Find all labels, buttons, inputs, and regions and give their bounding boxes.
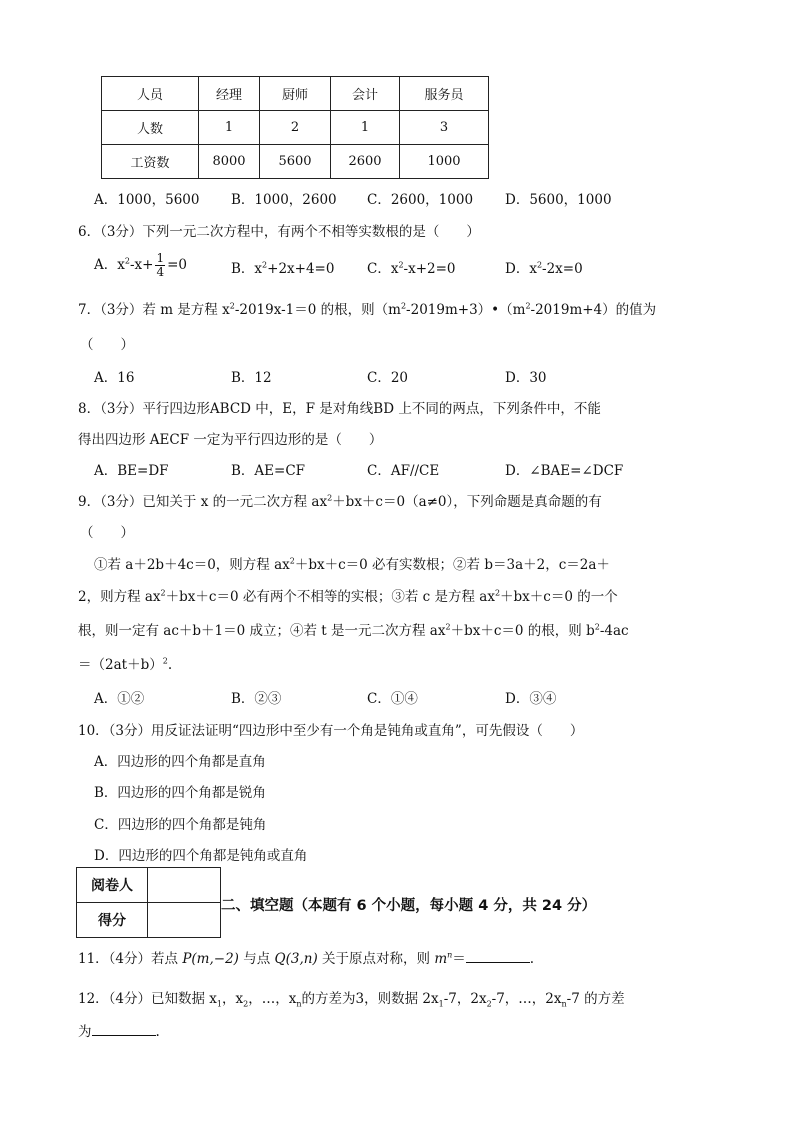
table-cell: 工资数 bbox=[102, 145, 199, 179]
text: 关于原点对称，则 bbox=[317, 951, 435, 967]
text: . bbox=[167, 657, 173, 673]
text: 2 bbox=[536, 260, 543, 270]
text: -2019x-1＝0 的根，则（m bbox=[234, 302, 401, 318]
text: -7，…，2x bbox=[491, 991, 562, 1007]
table-cell: 厨师 bbox=[260, 77, 331, 111]
table-row bbox=[77, 868, 221, 903]
q7-answer-paren: （ ） bbox=[80, 337, 134, 353]
text: -x+ bbox=[129, 257, 154, 273]
text: 2 bbox=[229, 301, 235, 311]
q11-stem bbox=[78, 947, 534, 967]
q7-option-c: C．20 bbox=[367, 370, 409, 386]
q6-stem: 6．（3分）下列一元二次方程中，有两个不相等实数根的是（ ） bbox=[78, 224, 480, 240]
q10-option-a: A．四边形的四个角都是直角 bbox=[94, 754, 266, 770]
text: n bbox=[447, 950, 453, 960]
text: 12．（4分）已知数据 x bbox=[78, 991, 217, 1007]
text: . bbox=[529, 951, 535, 967]
q7-stem bbox=[78, 298, 656, 318]
text: 1 bbox=[216, 999, 223, 1009]
table-row bbox=[102, 145, 489, 179]
answer-blank[interactable] bbox=[92, 1023, 156, 1036]
score-box bbox=[76, 867, 221, 938]
q8-option-a: A．BE=DF bbox=[94, 463, 169, 479]
text: -2019m+4）的值为 bbox=[530, 302, 657, 318]
table-cell: 1 bbox=[331, 111, 400, 145]
text: 7．（3分）若 m 是方程 x bbox=[78, 302, 230, 318]
q8-stem-line1: 8．（3分）平行四边形ABCD 中，E，F 是对角线BD 上不同的两点，下列条件中，不能 bbox=[78, 401, 601, 417]
point-p: P(m,−2) bbox=[182, 951, 239, 967]
text: ①若 a＋2b＋4c＝0，则方程 ax bbox=[94, 557, 290, 573]
text: ＋bx＋c＝0 的一个 bbox=[500, 589, 618, 605]
q9-option-b: B．②③ bbox=[231, 691, 282, 707]
q10-option-d: D．四边形的四个角都是钝角或直角 bbox=[94, 848, 308, 864]
fraction bbox=[155, 252, 165, 279]
q5-option-c: C．2600，1000 bbox=[367, 192, 474, 208]
text: 2 bbox=[486, 999, 492, 1009]
q9-stem-line1 bbox=[78, 490, 602, 510]
table-cell: 人数 bbox=[102, 111, 199, 145]
q5-option-d: D．5600，1000 bbox=[505, 192, 612, 208]
text: n bbox=[561, 999, 567, 1009]
text: ，…，x bbox=[248, 991, 297, 1007]
text: 2 bbox=[243, 999, 249, 1009]
q6-option-b bbox=[231, 257, 334, 277]
text: ＋bx＋c＝0（a≠0），下列命题是真命题的有 bbox=[332, 494, 602, 510]
table-row bbox=[77, 903, 221, 938]
text: -2019m+3）•（m bbox=[406, 302, 526, 318]
table-cell: 5600 bbox=[260, 145, 331, 179]
text: 2 bbox=[494, 588, 501, 598]
text: 2 bbox=[124, 256, 130, 266]
text: n bbox=[296, 999, 302, 1009]
text: 2 bbox=[525, 301, 531, 311]
point-q: Q(3,n) bbox=[274, 951, 318, 967]
text: ＝ bbox=[452, 951, 466, 967]
section-heading-fill-in: 二、填空题（本题有 6 个小题，每小题 4 分，共 24 分） bbox=[221, 898, 597, 914]
score-blank bbox=[148, 903, 221, 938]
q10-option-b: B．四边形的四个角都是锐角 bbox=[94, 785, 266, 801]
text: m bbox=[434, 951, 448, 967]
text: 的方差为3，则数据 2x bbox=[301, 991, 439, 1007]
text: ＋bx＋c＝0 必有两个不相等的实根；③若 c 是方程 ax bbox=[165, 589, 495, 605]
text: 2 bbox=[160, 588, 166, 598]
text: -2x=0 bbox=[542, 261, 583, 277]
table-cell: 2 bbox=[260, 111, 331, 145]
text: 2 bbox=[289, 556, 295, 566]
q5-option-a: A．1000，5600 bbox=[94, 192, 200, 208]
text: ＝（2at＋b） bbox=[78, 657, 163, 673]
score-label: 得分 bbox=[77, 903, 148, 938]
text: ，x bbox=[222, 991, 244, 1007]
q9-option-d: D．③④ bbox=[505, 691, 557, 707]
text: 1 bbox=[156, 251, 165, 265]
text: 与点 bbox=[238, 951, 275, 967]
text: -4ac bbox=[599, 623, 629, 639]
q9-option-c: C．①④ bbox=[367, 691, 418, 707]
answer-blank[interactable] bbox=[466, 950, 530, 963]
text: 2 bbox=[162, 656, 168, 666]
q9-body-line4 bbox=[78, 653, 172, 673]
text: 2 bbox=[262, 260, 268, 270]
text: =0 bbox=[167, 257, 188, 273]
q9-body-line1 bbox=[94, 553, 610, 573]
q12-stem bbox=[78, 987, 625, 1009]
table-cell: 人员 bbox=[102, 77, 199, 111]
text: ＋bx＋c＝0 必有实数根；②若 b＝3a＋2，c＝2a＋ bbox=[294, 557, 610, 573]
grader-blank bbox=[148, 868, 221, 903]
table-cell: 会计 bbox=[331, 77, 400, 111]
q12-line2 bbox=[78, 1020, 160, 1040]
text: 4 bbox=[156, 265, 165, 279]
q8-option-d: D．∠BAE=∠DCF bbox=[505, 463, 624, 479]
text: B．x bbox=[231, 261, 263, 277]
table-cell: 8000 bbox=[199, 145, 260, 179]
table-cell: 2600 bbox=[331, 145, 400, 179]
text: 2 bbox=[400, 301, 407, 311]
text: 1 bbox=[438, 999, 444, 1009]
q8-stem-line2: 得出四边形 AECF 一定为平行四边形的是（ ） bbox=[78, 432, 383, 448]
text: 根，则一定有 ac＋b＋1＝0 成立；④若 t 是一元二次方程 ax bbox=[78, 623, 446, 639]
text: 9．（3分）已知关于 x 的一元二次方程 ax bbox=[78, 494, 328, 510]
text: 2 bbox=[327, 493, 333, 503]
table-cell: 服务员 bbox=[400, 77, 489, 111]
grader-label: 阅卷人 bbox=[77, 868, 148, 903]
q7-option-b: B．12 bbox=[231, 370, 272, 386]
q10-stem: 10．（3分）用反证法证明“四边形中至少有一个角是钝角或直角”，可先假设（ ） bbox=[78, 723, 584, 739]
text: -7，2x bbox=[443, 991, 487, 1007]
table-cell: 3 bbox=[400, 111, 489, 145]
table-row bbox=[102, 111, 489, 145]
text: 为 bbox=[78, 1024, 92, 1040]
q9-option-a: A．①② bbox=[94, 691, 145, 707]
q7-option-d: D．30 bbox=[505, 370, 547, 386]
table-row bbox=[102, 77, 489, 111]
text: 2 bbox=[398, 260, 404, 270]
text: 2 bbox=[445, 622, 451, 632]
table-cell: 经理 bbox=[199, 77, 260, 111]
text: 2，则方程 ax bbox=[78, 589, 161, 605]
q6-option-a bbox=[94, 252, 187, 279]
text: +2x+4=0 bbox=[267, 261, 335, 277]
text: A．x bbox=[94, 257, 125, 273]
q6-option-d bbox=[505, 257, 583, 277]
q6-option-c bbox=[367, 257, 456, 277]
q10-option-c: C．四边形的四个角都是钝角 bbox=[94, 817, 267, 833]
text: -x+2=0 bbox=[403, 261, 456, 277]
text: ＋bx＋c＝0 的根，则 b bbox=[450, 623, 595, 639]
q8-option-c: C．AF//CE bbox=[367, 463, 440, 479]
q9-body-line3 bbox=[78, 619, 629, 639]
q8-option-b: B．AE=CF bbox=[231, 463, 306, 479]
table-cell: 1000 bbox=[400, 145, 489, 179]
text: D．x bbox=[505, 261, 537, 277]
text: . bbox=[155, 1024, 160, 1040]
q7-option-a: A．16 bbox=[94, 370, 135, 386]
q5-option-b: B．1000，2600 bbox=[231, 192, 337, 208]
text: -7 的方差 bbox=[566, 991, 625, 1007]
text: 2 bbox=[594, 622, 600, 632]
text: C．x bbox=[367, 261, 399, 277]
text: 11．（4分）若点 bbox=[78, 951, 183, 967]
staff-salary-table bbox=[101, 76, 489, 179]
q9-body-line2 bbox=[78, 585, 618, 605]
q9-answer-paren: （ ） bbox=[80, 525, 134, 541]
table-cell: 1 bbox=[199, 111, 260, 145]
